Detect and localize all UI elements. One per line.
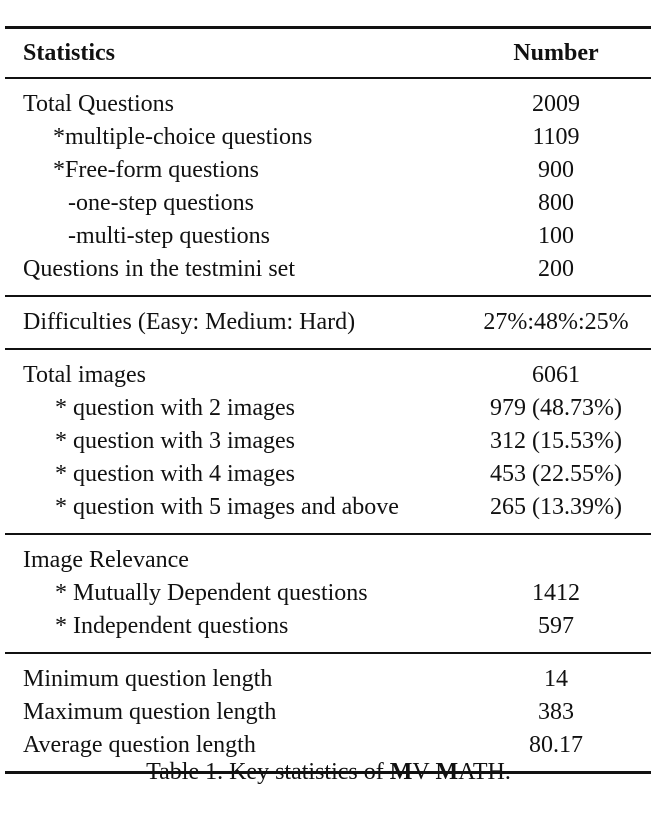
table-row — [5, 187, 651, 220]
table-row — [5, 78, 651, 121]
row-value: 6061 — [532, 362, 580, 388]
row-value: 979 (48.73%) — [490, 395, 622, 421]
table-row — [5, 253, 651, 296]
row-value: 14 — [544, 666, 568, 692]
row-label: * question with 2 images — [55, 395, 295, 421]
row-label: * question with 3 images — [55, 428, 295, 454]
table-section-2 — [5, 296, 651, 349]
table-row — [5, 491, 651, 534]
row-label: * question with 5 images and above — [55, 494, 399, 520]
row-value: 597 — [538, 613, 574, 639]
table-section-3 — [5, 349, 651, 534]
caption-bold-m1: M — [389, 759, 413, 785]
table-row — [5, 121, 651, 154]
row-label: * Mutually Dependent questions — [55, 580, 368, 606]
table-row — [5, 653, 651, 696]
row-label: Maximum question length — [23, 699, 277, 725]
row-label: Difficulties (Easy: Medium: Hard) — [23, 309, 356, 335]
row-label: Minimum question length — [23, 666, 273, 692]
table-row — [5, 154, 651, 187]
table-caption — [0, 752, 657, 792]
table-row — [5, 349, 651, 392]
row-label: Questions in the testmini set — [23, 256, 295, 282]
row-value: 900 — [538, 157, 574, 183]
row-value: 2009 — [532, 91, 580, 117]
header-number: Number — [513, 40, 599, 66]
table-section-4 — [5, 534, 651, 653]
header-row — [5, 28, 651, 79]
row-label: -one-step questions — [68, 190, 254, 216]
row-value: 265 (13.39%) — [490, 494, 622, 520]
row-label: *Free-form questions — [53, 157, 259, 183]
row-label: Image Relevance — [23, 547, 189, 573]
row-value: 312 (15.53%) — [490, 428, 622, 454]
row-value: 80.17 — [529, 732, 583, 758]
row-value: 800 — [538, 190, 574, 216]
caption-mid: V- — [412, 759, 436, 785]
table-row — [5, 458, 651, 491]
table-row — [5, 610, 651, 653]
row-value: 383 — [538, 699, 574, 725]
caption-bold-m2: M — [435, 759, 459, 785]
row-label: Total Questions — [23, 91, 174, 117]
row-value: 100 — [538, 223, 574, 249]
table-row — [5, 425, 651, 458]
table-row — [5, 220, 651, 253]
row-value: 27%:48%:25% — [483, 309, 629, 335]
row-label: * question with 4 images — [55, 461, 295, 487]
caption-prefix: Table 1. Key statistics of — [146, 759, 390, 785]
row-label: Average question length — [23, 732, 256, 758]
row-value: 453 (22.55%) — [490, 461, 622, 487]
table-header — [5, 28, 651, 79]
row-label: -multi-step questions — [68, 223, 270, 249]
row-value: 1412 — [532, 580, 580, 606]
statistics-table — [5, 26, 651, 774]
row-label: Total images — [23, 362, 146, 388]
row-label: * Independent questions — [55, 613, 289, 639]
table-row — [5, 296, 651, 349]
row-label: *multiple-choice questions — [53, 124, 313, 150]
caption-suffix: ATH. — [458, 759, 511, 785]
table-row — [5, 577, 651, 610]
row-value: 1109 — [532, 124, 580, 150]
table-row — [5, 696, 651, 729]
row-value: 200 — [538, 256, 574, 282]
table-row — [5, 534, 651, 577]
table-section-1 — [5, 78, 651, 296]
table-row — [5, 392, 651, 425]
header-statistics: Statistics — [23, 40, 115, 66]
row-value — [461, 534, 651, 577]
